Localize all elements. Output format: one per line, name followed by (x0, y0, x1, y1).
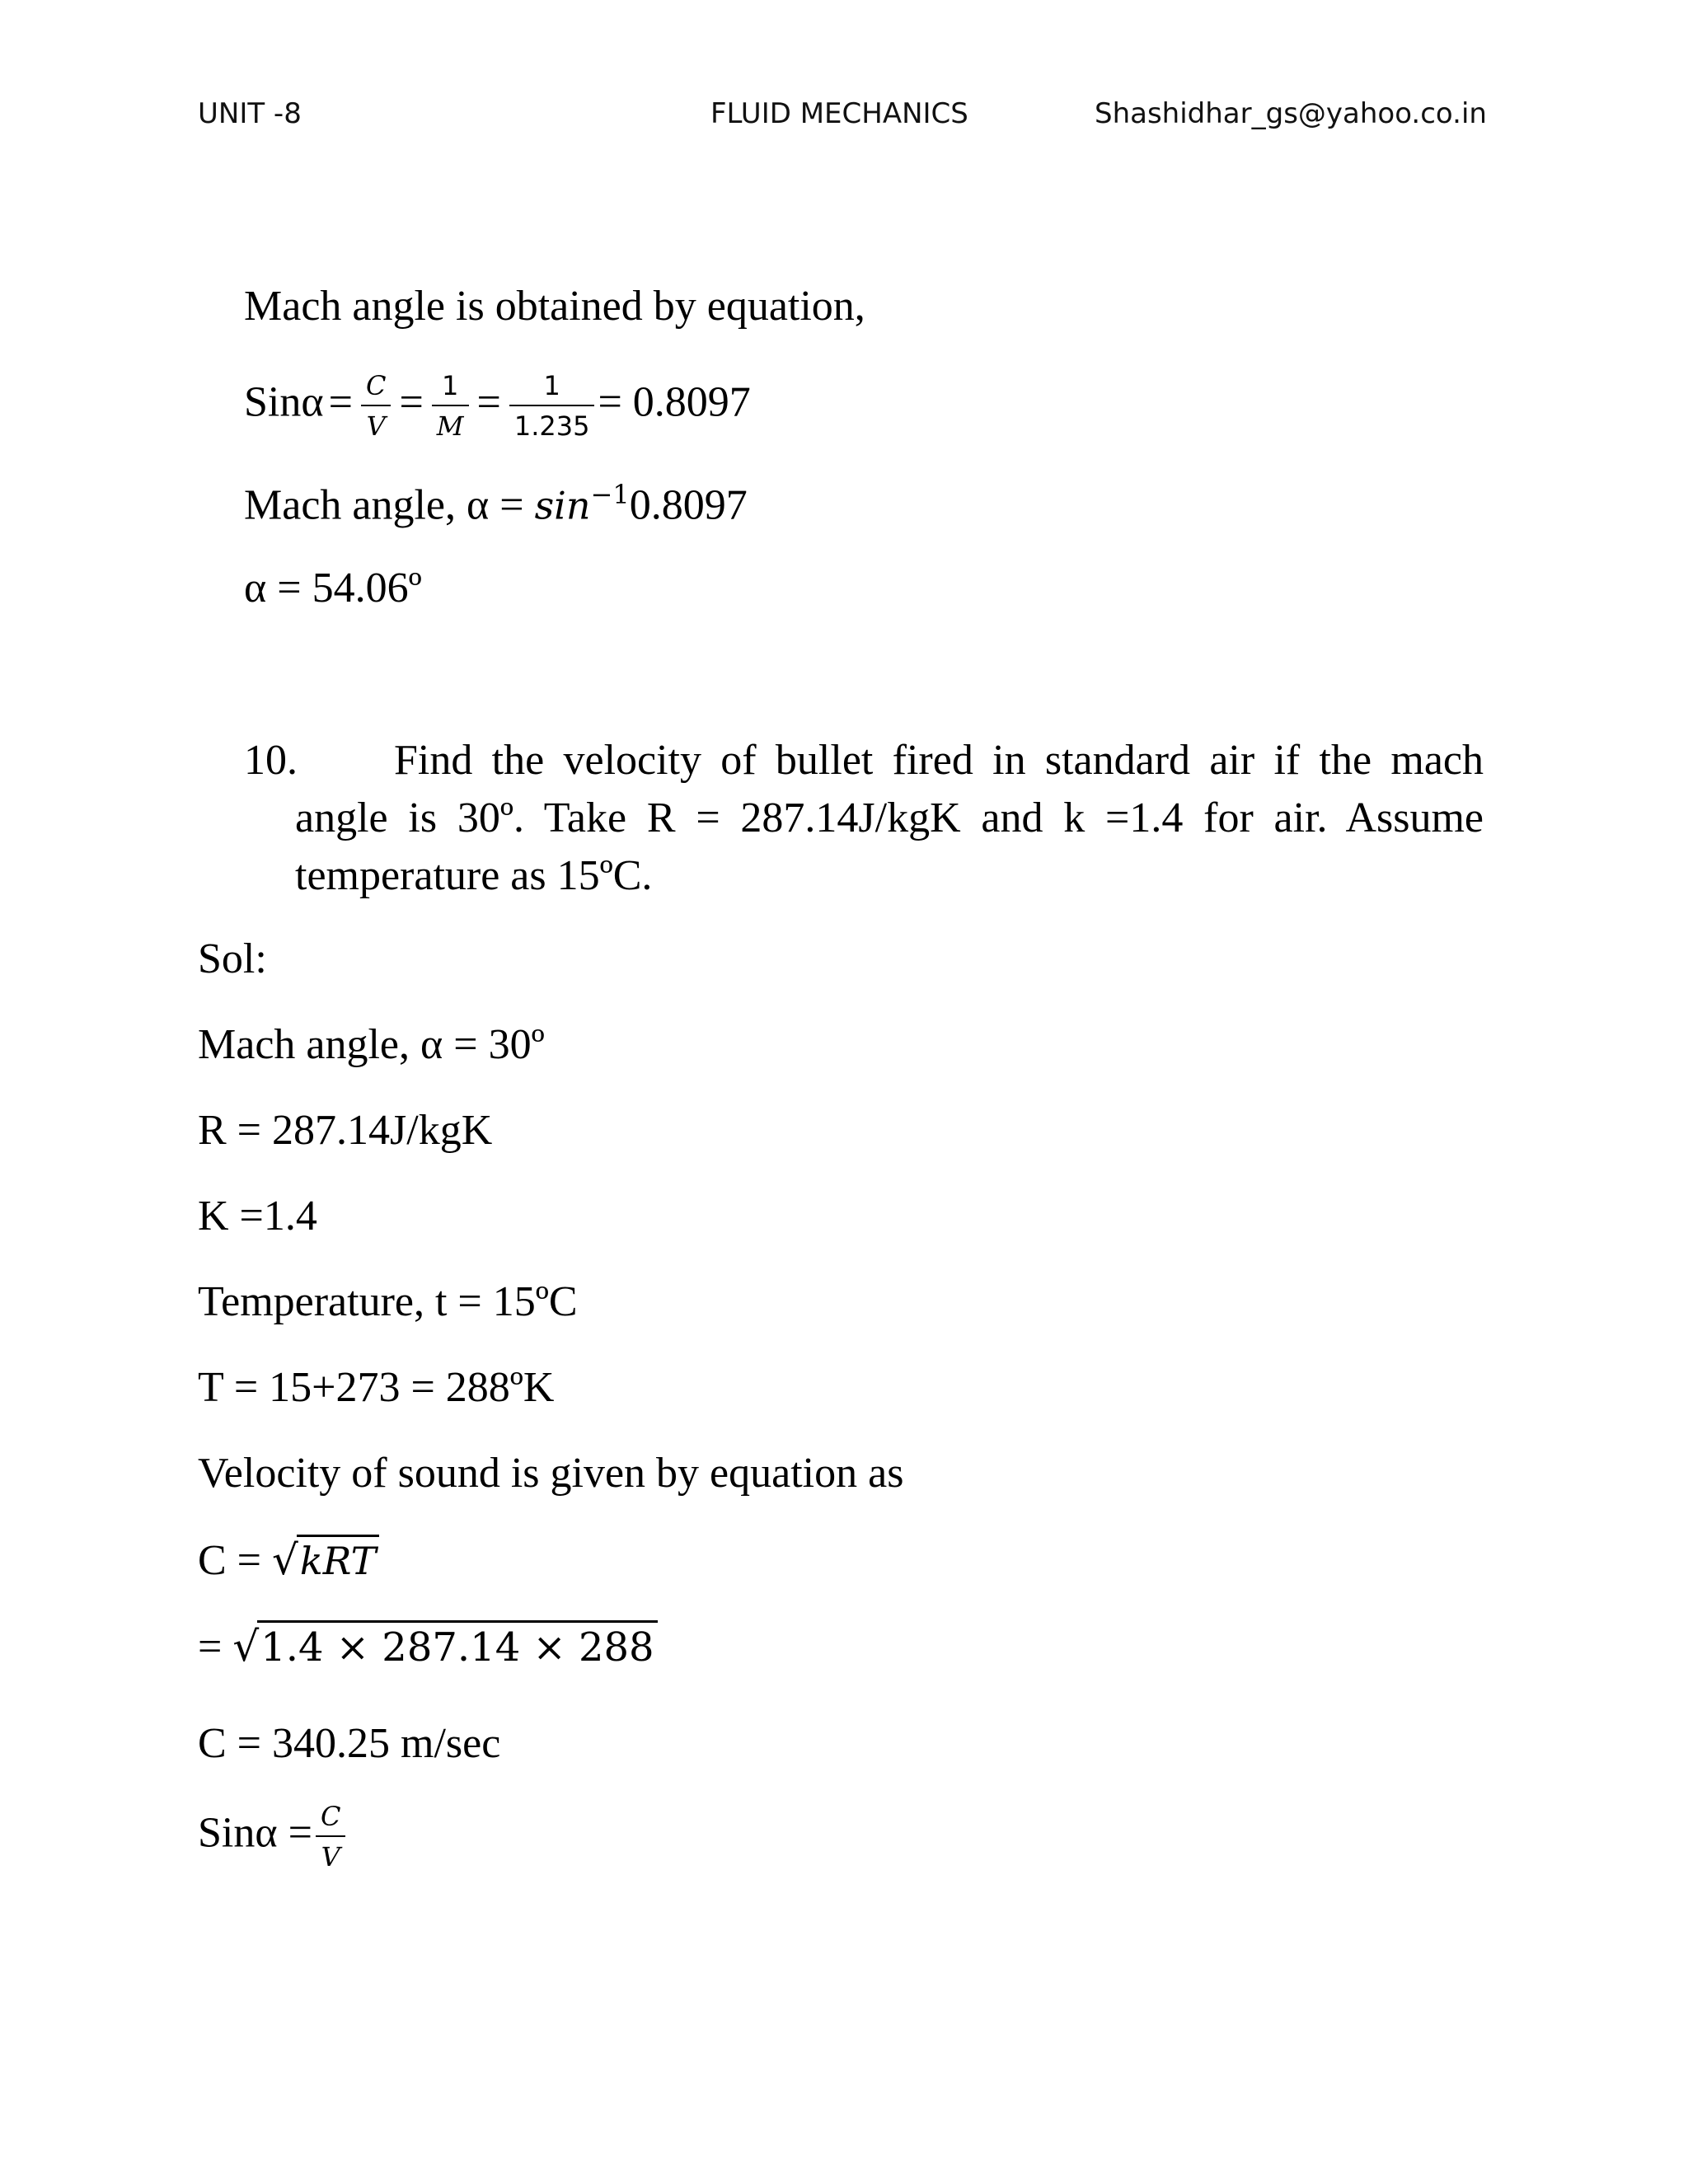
fraction-numerator: C (361, 371, 391, 406)
velocity-of-sound-intro: Velocity of sound is given by equation as (198, 1450, 904, 1497)
equals-sign: = (399, 378, 424, 426)
fraction-c-over-v (361, 371, 391, 442)
problem-text-line1: Find the velocity of bullet fired in standard air if the mach (394, 737, 1484, 784)
sol-label: Sol: (198, 935, 267, 982)
radical-icon: √ (232, 1623, 260, 1671)
fraction-denominator: V (366, 410, 386, 442)
header-email: Shashidhar_gs@yahoo.co.in (1095, 97, 1487, 130)
mach-angle-inverse (244, 481, 748, 527)
fraction-numerator: 1 (432, 371, 469, 406)
fraction-1-over-1235 (509, 371, 595, 442)
inverse-superscript: −1 (590, 479, 630, 510)
fraction-numerator: C (316, 1802, 345, 1837)
fraction-c-over-v (316, 1802, 345, 1872)
given-r: R = 287.14J/kgK (198, 1107, 493, 1154)
fraction-denominator: M (436, 410, 464, 442)
sin-alpha-c-over-v (198, 1802, 349, 1872)
sin-alpha-label: Sinα (244, 378, 324, 426)
equals-prefix: = (198, 1624, 223, 1671)
temperature-kelvin: T = 15+273 = 288ºK (198, 1364, 555, 1411)
header-unit: UNIT -8 (198, 97, 302, 130)
mach-angle-label: Mach angle, α = (244, 481, 524, 529)
radical-icon: √ (272, 1536, 298, 1584)
c-result: C = 340.25 m/sec (198, 1720, 501, 1767)
header-subject: FLUID MECHANICS (710, 97, 968, 130)
sqrt-argument: kRT (297, 1535, 379, 1580)
given-k: K =1.4 (198, 1193, 317, 1240)
sqrt-argument: 1.4 × 287.14 × 288 (257, 1620, 657, 1667)
equals-sign: = (328, 378, 353, 426)
equals-sign: = (476, 378, 501, 426)
sin-alpha-result: = 0.8097 (598, 378, 751, 426)
problem-text-line3: temperature as 15ºC. (295, 852, 653, 899)
sin-alpha-equation (244, 371, 751, 442)
sqrt-substitution (198, 1620, 658, 1669)
fraction-numerator: 1 (509, 371, 595, 406)
alpha-result: α = 54.06º (244, 565, 422, 612)
problem-text-line2: angle is 30º. Take R = 287.14J/kgK and k =1.4 for air. Assume (295, 794, 1484, 841)
sqrt-numeric (232, 1620, 657, 1669)
problem-statement (244, 732, 1484, 905)
fraction-1-over-m (432, 371, 469, 442)
given-temperature: Temperature, t = 15ºC (198, 1278, 578, 1325)
c-equals-sqrt-krt (198, 1535, 379, 1582)
mach-angle-intro: Mach angle is obtained by equation, (244, 283, 865, 330)
fraction-denominator: 1.235 (513, 410, 590, 442)
problem-number: 10. (244, 737, 298, 784)
sin-alpha-label: Sinα = (198, 1809, 312, 1857)
c-label: C = (198, 1537, 262, 1584)
sqrt-krt (272, 1535, 379, 1582)
given-mach-angle: Mach angle, α = 30º (198, 1021, 545, 1068)
sin-inverse-value: 0.8097 (629, 481, 748, 529)
fraction-denominator: V (321, 1840, 340, 1872)
sin-function: sin (534, 483, 591, 528)
